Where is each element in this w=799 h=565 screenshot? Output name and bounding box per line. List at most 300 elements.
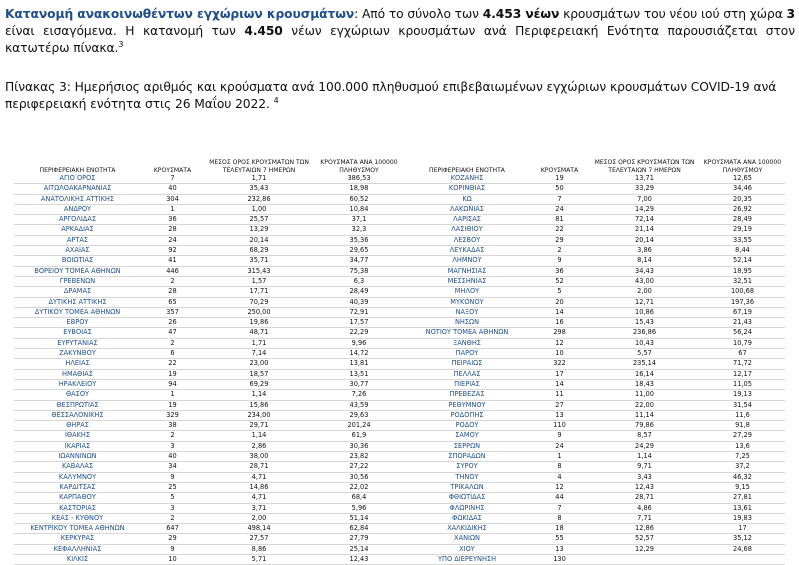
- right-unit-cell: ΜΑΓΝΗΣΙΑΣ: [404, 266, 530, 276]
- table-row: [0, 482, 799, 492]
- right-unit-cell: ΠΙΕΡΙΑΣ: [404, 379, 530, 389]
- left-avg-cell: 232,86: [204, 194, 314, 204]
- left-unit-cell: ΚΕΦΑΛΛΗΝΙΑΣ: [14, 544, 141, 554]
- table-row: [0, 276, 799, 286]
- left-unit-cell: ΑΡΓΟΛΙΔΑΣ: [14, 215, 141, 225]
- left-avg-cell: 498,14: [204, 524, 314, 534]
- left-unit-cell: ΚΑΛΥΜΝΟΥ: [14, 472, 141, 482]
- left-per100k-cell: 13,51: [314, 369, 404, 379]
- right-unit-cell: ΣΑΜΟΥ: [404, 431, 530, 441]
- table-row: [0, 318, 799, 328]
- right-avg-cell: 4,86: [589, 503, 700, 513]
- right-per100k-cell: 33,55: [700, 235, 785, 245]
- right-avg-cell: 12,71: [589, 297, 700, 307]
- left-unit-cell: ΚΙΛΚΙΣ: [14, 554, 141, 564]
- left-unit-cell: ΕΥΒΟΙΑΣ: [14, 328, 141, 338]
- left-cases-cell: 5: [141, 493, 204, 503]
- left-avg-cell: 4,71: [204, 472, 314, 482]
- left-unit-cell: ΓΡΕΒΕΝΩΝ: [14, 276, 141, 286]
- table-row: [0, 246, 799, 256]
- left-unit-cell: ΒΟΙΩΤΙΑΣ: [14, 256, 141, 266]
- left-cases-cell: 40: [141, 184, 204, 194]
- left-unit-cell: ΑΝΔΡΟΥ: [14, 204, 141, 214]
- left-avg-cell: 28,71: [204, 462, 314, 472]
- table-row: [0, 379, 799, 389]
- right-unit-cell: ΝΟΤΙΟΥ ΤΟΜΕΑ ΑΘΗΝΩΝ: [404, 328, 530, 338]
- left-cases-cell: 446: [141, 266, 204, 276]
- left-cases-cell: 304: [141, 194, 204, 204]
- right-unit-cell: ΤΗΝΟΥ: [404, 472, 530, 482]
- table-row: [0, 472, 799, 482]
- left-avg-cell: 1,14: [204, 431, 314, 441]
- header-cases-right: ΚΡΟΥΣΜΑΤΑ: [540, 166, 579, 174]
- left-per100k-cell: 27,22: [314, 462, 404, 472]
- right-cases-cell: 22: [530, 225, 589, 235]
- right-unit-cell: ΚΟΡΙΝΘΙΑΣ: [404, 184, 530, 194]
- right-unit-cell: ΡΕΘΥΜΝΟΥ: [404, 400, 530, 410]
- footnote-ref-3[interactable]: 3: [118, 39, 124, 49]
- table-body: [0, 174, 799, 565]
- left-cases-cell: 3: [141, 503, 204, 513]
- right-cases-cell: 27: [530, 400, 589, 410]
- left-per100k-cell: 22,02: [314, 482, 404, 492]
- left-unit-cell: ΗΜΑΘΙΑΣ: [14, 369, 141, 379]
- left-avg-cell: 35,71: [204, 256, 314, 266]
- table-row: [0, 184, 799, 194]
- left-cases-cell: 34: [141, 462, 204, 472]
- right-unit-cell: ΜΕΣΣΗΝΙΑΣ: [404, 276, 530, 286]
- right-avg-cell: 12,43: [589, 482, 700, 492]
- right-per100k-cell: 29,19: [700, 225, 785, 235]
- right-avg-cell: 72,14: [589, 215, 700, 225]
- footnote-ref-4[interactable]: 4: [273, 95, 279, 105]
- left-per100k-cell: 23,82: [314, 452, 404, 462]
- right-per100k-cell: 21,43: [700, 318, 785, 328]
- left-per100k-cell: 40,39: [314, 297, 404, 307]
- right-unit-cell: ΛΑΣΙΘΙΟΥ: [404, 225, 530, 235]
- right-cases-cell: 12: [530, 338, 589, 348]
- left-cases-cell: 2: [141, 513, 204, 523]
- left-unit-cell: ΚΑΣΤΟΡΙΑΣ: [14, 503, 141, 513]
- right-cases-cell: 18: [530, 524, 589, 534]
- right-avg-cell: 8,14: [589, 256, 700, 266]
- left-avg-cell: 35,43: [204, 184, 314, 194]
- right-cases-cell: 20: [530, 297, 589, 307]
- left-unit-cell: ΑΡΚΑΔΙΑΣ: [14, 225, 141, 235]
- right-cases-cell: 36: [530, 266, 589, 276]
- left-per100k-cell: 12,43: [314, 554, 404, 564]
- right-per100k-cell: 31,54: [700, 400, 785, 410]
- right-avg-cell: 22,00: [589, 400, 700, 410]
- left-unit-cell: ΚΑΒΑΛΑΣ: [14, 462, 141, 472]
- right-avg-cell: 11,14: [589, 410, 700, 420]
- left-avg-cell: 7,14: [204, 349, 314, 359]
- table-row: [0, 410, 799, 420]
- right-per100k-cell: 100,68: [700, 287, 785, 297]
- right-per100k-cell: 11,6: [700, 410, 785, 420]
- right-cases-cell: 8: [530, 462, 589, 472]
- left-unit-cell: ΙΚΑΡΙΑΣ: [14, 441, 141, 451]
- left-per100k-cell: 61,9: [314, 431, 404, 441]
- right-avg-cell: 79,86: [589, 421, 700, 431]
- table-row: [0, 338, 799, 348]
- left-unit-cell: ΑΓΙΟ ΟΡΟΣ: [14, 174, 141, 184]
- header-per100k-right: ΚΡΟΥΣΜΑΤΑ ΑΝΑ 100000 ΠΛΗΘΥΣΜΟΥ: [703, 159, 782, 174]
- left-avg-cell: 23,00: [204, 359, 314, 369]
- left-cases-cell: 94: [141, 379, 204, 389]
- right-avg-cell: 18,43: [589, 379, 700, 389]
- left-per100k-cell: 14,72: [314, 349, 404, 359]
- left-cases-cell: 9: [141, 472, 204, 482]
- intro-new-cases: 4.453 νέων: [482, 7, 560, 21]
- table-row: [0, 204, 799, 214]
- header-avg-right: ΜΕΣΟΣ ΟΡΟΣ ΚΡΟΥΣΜΑΤΩΝ ΤΩΝ ΤΕΛΕΥΤΑΙΩΝ 7 ΗΜΕΡΩΝ: [594, 159, 695, 174]
- right-avg-cell: 28,71: [589, 493, 700, 503]
- left-cases-cell: 40: [141, 452, 204, 462]
- left-per100k-cell: 30,36: [314, 441, 404, 451]
- left-cases-cell: 2: [141, 431, 204, 441]
- right-per100k-cell: 12,17: [700, 369, 785, 379]
- right-per100k-cell: 17: [700, 524, 785, 534]
- left-unit-cell: ΚΑΡΠΑΘΟΥ: [14, 493, 141, 503]
- left-avg-cell: 17,71: [204, 287, 314, 297]
- table-row: [0, 524, 799, 534]
- right-per100k-cell: 7,25: [700, 452, 785, 462]
- left-cases-cell: 329: [141, 410, 204, 420]
- right-cases-cell: 9: [530, 256, 589, 266]
- table-row: [0, 534, 799, 544]
- intro-paragraph: [5, 6, 795, 57]
- left-avg-cell: 8,86: [204, 544, 314, 554]
- right-per100k-cell: 27,81: [700, 493, 785, 503]
- left-cases-cell: 24: [141, 235, 204, 245]
- right-avg-cell: 12,86: [589, 524, 700, 534]
- right-cases-cell: 5: [530, 287, 589, 297]
- left-per100k-cell: 29,63: [314, 410, 404, 420]
- header-per100k-left: ΚΡΟΥΣΜΑΤΑ ΑΝΑ 100000 ΠΛΗΘΥΣΜΟΥ: [320, 159, 398, 174]
- left-unit-cell: ΑΝΑΤΟΛΙΚΗΣ ΑΤΤΙΚΗΣ: [14, 194, 141, 204]
- table-row: [0, 421, 799, 431]
- right-cases-cell: 52: [530, 276, 589, 286]
- table-row: [0, 554, 799, 564]
- table-row: [0, 431, 799, 441]
- right-unit-cell: ΣΕΡΡΩΝ: [404, 441, 530, 451]
- left-cases-cell: 2: [141, 276, 204, 286]
- right-per100k-cell: 13,6: [700, 441, 785, 451]
- left-cases-cell: 1: [141, 390, 204, 400]
- right-per100k-cell: 18,95: [700, 266, 785, 276]
- right-cases-cell: 81: [530, 215, 589, 225]
- right-per100k-cell: 71,72: [700, 359, 785, 369]
- left-cases-cell: 19: [141, 369, 204, 379]
- right-cases-cell: 2: [530, 246, 589, 256]
- left-avg-cell: 25,57: [204, 215, 314, 225]
- right-unit-cell: ΛΕΣΒΟΥ: [404, 235, 530, 245]
- left-cases-cell: 1: [141, 204, 204, 214]
- right-unit-cell: ΧΑΝΙΩΝ: [404, 534, 530, 544]
- left-cases-cell: 647: [141, 524, 204, 534]
- table-row: [0, 297, 799, 307]
- left-unit-cell: ΒΟΡΕΙΟΥ ΤΟΜΕΑ ΑΘΗΝΩΝ: [14, 266, 141, 276]
- left-unit-cell: ΑΙΤΩΛΟΑΚΑΡΝΑΝΙΑΣ: [14, 184, 141, 194]
- right-avg-cell: 236,86: [589, 328, 700, 338]
- right-avg-cell: 5,57: [589, 349, 700, 359]
- left-avg-cell: 29,71: [204, 421, 314, 431]
- left-unit-cell: ΙΩΑΝΝΙΝΩΝ: [14, 452, 141, 462]
- right-cases-cell: 11: [530, 390, 589, 400]
- right-per100k-cell: 26,92: [700, 204, 785, 214]
- right-avg-cell: 10,43: [589, 338, 700, 348]
- left-unit-cell: ΚΑΡΔΙΤΣΑΣ: [14, 482, 141, 492]
- right-avg-cell: 15,43: [589, 318, 700, 328]
- right-per100k-cell: 20,35: [700, 194, 785, 204]
- table-row: [0, 462, 799, 472]
- left-unit-cell: ΚΕΑΣ - ΚΥΘΝΟΥ: [14, 513, 141, 523]
- table-row: [0, 215, 799, 225]
- table-caption: [5, 79, 795, 113]
- right-cases-cell: 130: [530, 554, 589, 564]
- right-avg-cell: 13,71: [589, 174, 700, 184]
- right-unit-cell: ΦΛΩΡΙΝΗΣ: [404, 503, 530, 513]
- left-avg-cell: 1,71: [204, 174, 314, 184]
- left-avg-cell: 20,14: [204, 235, 314, 245]
- table-row: [0, 266, 799, 276]
- right-avg-cell: 8,57: [589, 431, 700, 441]
- left-avg-cell: 68,29: [204, 246, 314, 256]
- right-unit-cell: ΠΡΕΒΕΖΑΣ: [404, 390, 530, 400]
- left-per100k-cell: 35,36: [314, 235, 404, 245]
- right-unit-cell: ΝΗΣΩΝ: [404, 318, 530, 328]
- right-per100k-cell: 91,8: [700, 421, 785, 431]
- right-avg-cell: 33,29: [589, 184, 700, 194]
- left-cases-cell: 65: [141, 297, 204, 307]
- left-per100k-cell: 68,4: [314, 493, 404, 503]
- left-unit-cell: ΕΥΡΥΤΑΝΙΑΣ: [14, 338, 141, 348]
- right-avg-cell: [589, 554, 700, 564]
- left-avg-cell: 1,57: [204, 276, 314, 286]
- intro-imported: 3: [786, 7, 795, 21]
- left-cases-cell: 28: [141, 287, 204, 297]
- right-cases-cell: 17: [530, 369, 589, 379]
- left-avg-cell: 19,86: [204, 318, 314, 328]
- right-unit-cell: ΛΕΥΚΑΔΑΣ: [404, 246, 530, 256]
- left-unit-cell: ΗΛΕΙΑΣ: [14, 359, 141, 369]
- left-avg-cell: 3,71: [204, 503, 314, 513]
- left-per100k-cell: 10,84: [314, 204, 404, 214]
- left-per100k-cell: 6,3: [314, 276, 404, 286]
- left-unit-cell: ΚΕΡΚΥΡΑΣ: [14, 534, 141, 544]
- right-per100k-cell: 13,61: [700, 503, 785, 513]
- left-per100k-cell: 22,29: [314, 328, 404, 338]
- right-unit-cell: ΦΘΙΩΤΙΔΑΣ: [404, 493, 530, 503]
- right-cases-cell: 14: [530, 307, 589, 317]
- left-unit-cell: ΘΗΡΑΣ: [14, 421, 141, 431]
- right-avg-cell: 20,14: [589, 235, 700, 245]
- cases-table-wrapper: [0, 148, 799, 565]
- table-row: [0, 390, 799, 400]
- header-avg-left: ΜΕΣΟΣ ΟΡΟΣ ΚΡΟΥΣΜΑΤΩΝ ΤΩΝ ΤΕΛΕΥΤΑΙΩΝ 7 ΗΜΕΡΩΝ: [209, 159, 309, 174]
- left-cases-cell: 29: [141, 534, 204, 544]
- caption-text: Πίνακας 3: Ημερήσιος αριθμός και κρούσματα ανά 100.000 πληθυσμού επιβεβαιωμένων εγχώριων κρουσμάτων COVID-19 ανά περιφερειακή ενότητα στις 26 Μαΐου 2022.: [5, 80, 777, 111]
- left-per100k-cell: 34,77: [314, 256, 404, 266]
- right-avg-cell: 9,71: [589, 462, 700, 472]
- right-cases-cell: 8: [530, 513, 589, 523]
- right-cases-cell: 13: [530, 410, 589, 420]
- left-unit-cell: ΘΕΣΣΑΛΟΝΙΚΗΣ: [14, 410, 141, 420]
- left-per100k-cell: 201,24: [314, 421, 404, 431]
- left-per100k-cell: 30,56: [314, 472, 404, 482]
- left-avg-cell: 13,29: [204, 225, 314, 235]
- right-unit-cell: ΦΩΚΙΔΑΣ: [404, 513, 530, 523]
- right-cases-cell: 1: [530, 452, 589, 462]
- left-cases-cell: 6: [141, 349, 204, 359]
- right-per100k-cell: 67: [700, 349, 785, 359]
- intro-title: Κατανομή ανακοινωθέντων εγχώριων κρουσμάτων: [5, 7, 355, 21]
- table-row: [0, 544, 799, 554]
- right-cases-cell: 55: [530, 534, 589, 544]
- right-cases-cell: 44: [530, 493, 589, 503]
- right-avg-cell: 34,43: [589, 266, 700, 276]
- table-row: [0, 287, 799, 297]
- left-avg-cell: 15,86: [204, 400, 314, 410]
- right-cases-cell: 10: [530, 349, 589, 359]
- table-row: [0, 256, 799, 266]
- right-per100k-cell: 197,36: [700, 297, 785, 307]
- right-unit-cell: ΡΟΔΟΥ: [404, 421, 530, 431]
- right-avg-cell: 14,29: [589, 204, 700, 214]
- right-avg-cell: 11,00: [589, 390, 700, 400]
- right-unit-cell: ΛΑΡΙΣΑΣ: [404, 215, 530, 225]
- right-unit-cell: ΡΟΔΟΠΗΣ: [404, 410, 530, 420]
- right-cases-cell: 7: [530, 503, 589, 513]
- table-row: [0, 307, 799, 317]
- right-unit-cell: ΠΕΛΛΑΣ: [404, 369, 530, 379]
- right-avg-cell: 21,14: [589, 225, 700, 235]
- left-avg-cell: 70,29: [204, 297, 314, 307]
- right-avg-cell: 7,00: [589, 194, 700, 204]
- right-unit-cell: ΠΕΙΡΑΙΩΣ: [404, 359, 530, 369]
- right-per100k-cell: 52,14: [700, 256, 785, 266]
- left-per100k-cell: 62,84: [314, 524, 404, 534]
- right-unit-cell: ΛΑΚΩΝΙΑΣ: [404, 204, 530, 214]
- left-per100k-cell: 7,26: [314, 390, 404, 400]
- right-cases-cell: 24: [530, 441, 589, 451]
- left-per100k-cell: 13,81: [314, 359, 404, 369]
- right-avg-cell: 10,86: [589, 307, 700, 317]
- right-per100k-cell: [700, 554, 785, 564]
- left-per100k-cell: 30,77: [314, 379, 404, 389]
- right-cases-cell: 50: [530, 184, 589, 194]
- left-avg-cell: 18,57: [204, 369, 314, 379]
- right-unit-cell: ΧΙΟΥ: [404, 544, 530, 554]
- right-unit-cell: ΞΑΝΘΗΣ: [404, 338, 530, 348]
- left-cases-cell: 28: [141, 225, 204, 235]
- right-per100k-cell: 34,46: [700, 184, 785, 194]
- table-row: [0, 400, 799, 410]
- right-per100k-cell: 37,2: [700, 462, 785, 472]
- right-per100k-cell: 32,51: [700, 276, 785, 286]
- left-per100k-cell: 75,38: [314, 266, 404, 276]
- left-per100k-cell: 37,1: [314, 215, 404, 225]
- intro-domestic: 4.450: [244, 24, 283, 38]
- left-unit-cell: ΖΑΚΥΝΘΟΥ: [14, 349, 141, 359]
- left-avg-cell: 4,71: [204, 493, 314, 503]
- right-avg-cell: 3,86: [589, 246, 700, 256]
- left-per100k-cell: 43,59: [314, 400, 404, 410]
- right-cases-cell: 24: [530, 204, 589, 214]
- left-unit-cell: ΙΘΑΚΗΣ: [14, 431, 141, 441]
- left-cases-cell: 22: [141, 359, 204, 369]
- right-cases-cell: 12: [530, 482, 589, 492]
- right-per100k-cell: 12,65: [700, 174, 785, 184]
- right-per100k-cell: 35,12: [700, 534, 785, 544]
- left-unit-cell: ΘΕΣΠΡΩΤΙΑΣ: [14, 400, 141, 410]
- table-row: [0, 441, 799, 451]
- right-cases-cell: 13: [530, 544, 589, 554]
- right-cases-cell: 16: [530, 318, 589, 328]
- right-unit-cell: ΣΥΡΟΥ: [404, 462, 530, 472]
- left-cases-cell: 357: [141, 307, 204, 317]
- right-cases-cell: 322: [530, 359, 589, 369]
- right-avg-cell: 43,00: [589, 276, 700, 286]
- right-avg-cell: 16,14: [589, 369, 700, 379]
- table-row: [0, 452, 799, 462]
- left-avg-cell: 48,71: [204, 328, 314, 338]
- right-avg-cell: 1,14: [589, 452, 700, 462]
- left-unit-cell: ΔΥΤΙΚΗΣ ΑΤΤΙΚΗΣ: [14, 297, 141, 307]
- left-per100k-cell: 29,65: [314, 246, 404, 256]
- left-unit-cell: ΑΧΑΪΑΣ: [14, 246, 141, 256]
- table-row: [0, 194, 799, 204]
- right-cases-cell: 110: [530, 421, 589, 431]
- left-cases-cell: 41: [141, 256, 204, 266]
- right-cases-cell: 298: [530, 328, 589, 338]
- left-per100k-cell: 27,79: [314, 534, 404, 544]
- right-avg-cell: 52,57: [589, 534, 700, 544]
- left-avg-cell: 5,71: [204, 554, 314, 564]
- table-row: [0, 369, 799, 379]
- right-cases-cell: 4: [530, 472, 589, 482]
- right-per100k-cell: 9,15: [700, 482, 785, 492]
- right-cases-cell: 7: [530, 194, 589, 204]
- right-cases-cell: 19: [530, 174, 589, 184]
- left-unit-cell: ΔΥΤΙΚΟΥ ΤΟΜΕΑ ΑΘΗΝΩΝ: [14, 307, 141, 317]
- left-unit-cell: ΚΕΝΤΡΙΚΟΥ ΤΟΜΕΑ ΑΘΗΝΩΝ: [14, 524, 141, 534]
- left-per100k-cell: 72,91: [314, 307, 404, 317]
- left-cases-cell: 19: [141, 400, 204, 410]
- right-cases-cell: 9: [530, 431, 589, 441]
- left-avg-cell: 1,14: [204, 390, 314, 400]
- left-cases-cell: 92: [141, 246, 204, 256]
- right-per100k-cell: 19,83: [700, 513, 785, 523]
- left-cases-cell: 36: [141, 215, 204, 225]
- left-unit-cell: ΗΡΑΚΛΕΙΟΥ: [14, 379, 141, 389]
- cases-table: [0, 148, 799, 565]
- right-per100k-cell: 24,68: [700, 544, 785, 554]
- right-avg-cell: 7,71: [589, 513, 700, 523]
- left-per100k-cell: 386,53: [314, 174, 404, 184]
- table-row: [0, 513, 799, 523]
- right-avg-cell: 2,00: [589, 287, 700, 297]
- right-avg-cell: 3,43: [589, 472, 700, 482]
- right-unit-cell: ΝΑΞΟΥ: [404, 307, 530, 317]
- left-per100k-cell: 60,52: [314, 194, 404, 204]
- left-unit-cell: ΑΡΤΑΣ: [14, 235, 141, 245]
- left-unit-cell: ΔΡΑΜΑΣ: [14, 287, 141, 297]
- left-unit-cell: ΘΑΣΟΥ: [14, 390, 141, 400]
- left-avg-cell: 315,43: [204, 266, 314, 276]
- left-per100k-cell: 5,96: [314, 503, 404, 513]
